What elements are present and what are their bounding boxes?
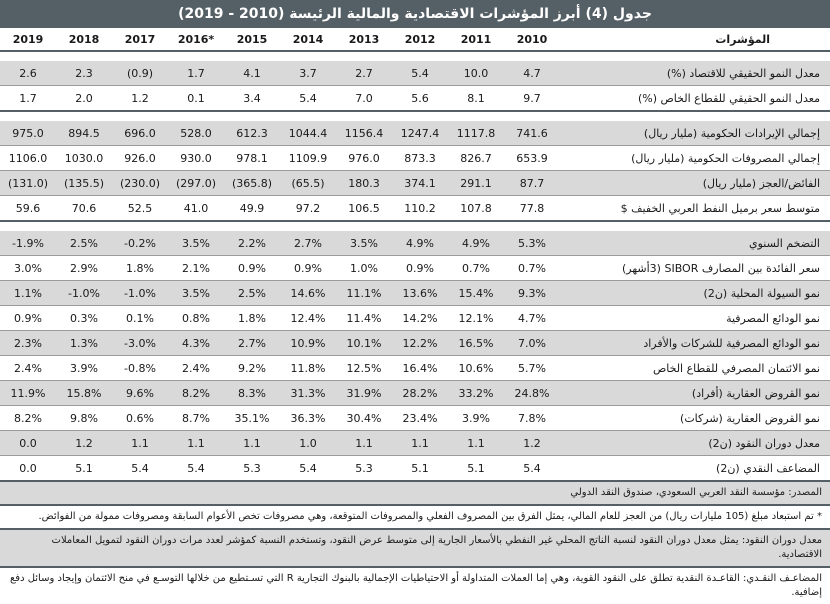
value-cell: 2.0 bbox=[56, 86, 112, 112]
section-separator bbox=[0, 221, 830, 231]
value-cell: -0.2% bbox=[112, 231, 168, 256]
value-cell: 3.7 bbox=[280, 61, 336, 86]
value-cell: 5.4 bbox=[504, 456, 560, 481]
value-cell: 3.9% bbox=[448, 406, 504, 431]
value-cell: 0.9% bbox=[224, 256, 280, 281]
value-cell: 1247.4 bbox=[392, 121, 448, 146]
value-cell: 12.4% bbox=[280, 306, 336, 331]
value-cell: 1.2 bbox=[504, 431, 560, 456]
value-cell: (0.9) bbox=[112, 61, 168, 86]
value-cell: 612.3 bbox=[224, 121, 280, 146]
value-cell: 975.0 bbox=[0, 121, 56, 146]
value-cell: -3.0% bbox=[112, 331, 168, 356]
indicator-label: نمو الودائع المصرفية للشركات والأفراد bbox=[560, 331, 830, 356]
value-cell: 1.7 bbox=[0, 86, 56, 112]
value-cell: 28.2% bbox=[392, 381, 448, 406]
value-cell: 4.1 bbox=[224, 61, 280, 86]
value-cell: 741.6 bbox=[504, 121, 560, 146]
value-cell: -1.9% bbox=[0, 231, 56, 256]
year-header: 2014 bbox=[280, 28, 336, 51]
year-header: 2015 bbox=[224, 28, 280, 51]
value-cell: 1.2 bbox=[56, 431, 112, 456]
value-cell: 1.1% bbox=[0, 281, 56, 306]
indicator-label: إجمالي الإيرادات الحكومية (مليار ريال) bbox=[560, 121, 830, 146]
value-cell: 14.6% bbox=[280, 281, 336, 306]
value-cell: 5.6 bbox=[392, 86, 448, 112]
value-cell: 2.9% bbox=[56, 256, 112, 281]
value-cell: 4.3% bbox=[168, 331, 224, 356]
year-header: 2012 bbox=[392, 28, 448, 51]
value-cell: (65.5) bbox=[280, 171, 336, 196]
value-cell: 15.8% bbox=[56, 381, 112, 406]
value-cell: 2.7 bbox=[336, 61, 392, 86]
value-cell: 528.0 bbox=[168, 121, 224, 146]
indicator-label: نمو القروض العقارية (شركات) bbox=[560, 406, 830, 431]
value-cell: 4.7 bbox=[504, 61, 560, 86]
value-cell: 16.5% bbox=[448, 331, 504, 356]
value-cell: 2.1% bbox=[168, 256, 224, 281]
indicator-row bbox=[0, 196, 830, 222]
value-cell: 10.0 bbox=[448, 61, 504, 86]
value-cell: 9.6% bbox=[112, 381, 168, 406]
value-cell: -1.0% bbox=[112, 281, 168, 306]
value-cell: 2.5% bbox=[224, 281, 280, 306]
value-cell: 4.7% bbox=[504, 306, 560, 331]
source-note: المصدر: مؤسسة النقد العربي السعودي، صندوق النقد الدولي bbox=[0, 480, 830, 504]
value-cell: 0.0 bbox=[0, 431, 56, 456]
value-cell: (297.0) bbox=[168, 171, 224, 196]
value-cell: 97.2 bbox=[280, 196, 336, 222]
indicator-label: معدل النمو الحقيقي للقطاع الخاص (%) bbox=[560, 86, 830, 112]
value-cell: 11.1% bbox=[336, 281, 392, 306]
indicator-row bbox=[0, 231, 830, 256]
value-cell: 5.4 bbox=[280, 456, 336, 481]
value-cell: 14.2% bbox=[392, 306, 448, 331]
value-cell: 2.4% bbox=[168, 356, 224, 381]
indicator-row bbox=[0, 431, 830, 456]
indicator-row bbox=[0, 171, 830, 196]
value-cell: 16.4% bbox=[392, 356, 448, 381]
value-cell: 110.2 bbox=[392, 196, 448, 222]
value-cell: 696.0 bbox=[112, 121, 168, 146]
value-cell: 1106.0 bbox=[0, 146, 56, 171]
value-cell: 1.1 bbox=[392, 431, 448, 456]
value-cell: 23.4% bbox=[392, 406, 448, 431]
table-footer bbox=[0, 480, 830, 604]
value-cell: 35.1% bbox=[224, 406, 280, 431]
indicator-row bbox=[0, 456, 830, 481]
value-cell: -1.0% bbox=[56, 281, 112, 306]
value-cell: 5.1 bbox=[392, 456, 448, 481]
indicator-row bbox=[0, 306, 830, 331]
indicator-row bbox=[0, 281, 830, 306]
value-cell: 41.0 bbox=[168, 196, 224, 222]
indicator-label: نمو القروض العقارية (أفراد) bbox=[560, 381, 830, 406]
value-cell: 0.0 bbox=[0, 456, 56, 481]
value-cell: 0.3% bbox=[56, 306, 112, 331]
indicator-label: معدل النمو الحقيقي للاقتصاد (%) bbox=[560, 61, 830, 86]
section-separator bbox=[0, 51, 830, 61]
value-cell: 15.4% bbox=[448, 281, 504, 306]
value-cell: 10.1% bbox=[336, 331, 392, 356]
indicator-row bbox=[0, 331, 830, 356]
indicator-label: نمو السيولة المحلية (ن2) bbox=[560, 281, 830, 306]
header-row bbox=[0, 28, 830, 51]
value-cell: 374.1 bbox=[392, 171, 448, 196]
value-cell: 11.8% bbox=[280, 356, 336, 381]
year-header: 2011 bbox=[448, 28, 504, 51]
value-cell: 0.7% bbox=[504, 256, 560, 281]
value-cell: 8.2% bbox=[168, 381, 224, 406]
year-header: 2017 bbox=[112, 28, 168, 51]
value-cell: 33.2% bbox=[448, 381, 504, 406]
value-cell: 2.6 bbox=[0, 61, 56, 86]
indicator-row bbox=[0, 146, 830, 171]
year-header: 2018 bbox=[56, 28, 112, 51]
value-cell: 77.8 bbox=[504, 196, 560, 222]
indicator-row bbox=[0, 406, 830, 431]
value-cell: 3.9% bbox=[56, 356, 112, 381]
value-cell: 3.4 bbox=[224, 86, 280, 112]
value-cell: 4.9% bbox=[448, 231, 504, 256]
value-cell: 8.2% bbox=[0, 406, 56, 431]
value-cell: 0.1% bbox=[112, 306, 168, 331]
value-cell: 5.4 bbox=[392, 61, 448, 86]
indicator-row bbox=[0, 381, 830, 406]
value-cell: 976.0 bbox=[336, 146, 392, 171]
deficit-footnote: * تم استبعاد مبلغ (105 مليارات ريال) من العجز للعام المالي، يمثل الفرق بين المصروف الفعلي والمصروفات المتوقعة، وهي مصروفات تخص الأعوام السابقة ومصروفات ممولة من الفوائض. bbox=[0, 504, 830, 528]
indicator-label: معدل دوران النقود (ن2) bbox=[560, 431, 830, 456]
indicator-label: سعر الفائدة بين المصارف SIBOR (3أشهر) bbox=[560, 256, 830, 281]
value-cell: 24.8% bbox=[504, 381, 560, 406]
value-cell: 31.3% bbox=[280, 381, 336, 406]
value-cell: 930.0 bbox=[168, 146, 224, 171]
value-cell: -0.8% bbox=[112, 356, 168, 381]
value-cell: 1044.4 bbox=[280, 121, 336, 146]
value-cell: 826.7 bbox=[448, 146, 504, 171]
value-cell: 9.7 bbox=[504, 86, 560, 112]
value-cell: 894.5 bbox=[56, 121, 112, 146]
value-cell: 49.9 bbox=[224, 196, 280, 222]
value-cell: 5.3 bbox=[336, 456, 392, 481]
value-cell: 1156.4 bbox=[336, 121, 392, 146]
value-cell: 5.3 bbox=[224, 456, 280, 481]
value-cell: 5.4 bbox=[168, 456, 224, 481]
value-cell: 12.5% bbox=[336, 356, 392, 381]
value-cell: 13.6% bbox=[392, 281, 448, 306]
value-cell: 873.3 bbox=[392, 146, 448, 171]
indicators-table bbox=[0, 28, 830, 480]
value-cell: 653.9 bbox=[504, 146, 560, 171]
value-cell: 70.6 bbox=[56, 196, 112, 222]
value-cell: 1.1 bbox=[224, 431, 280, 456]
value-cell: 5.7% bbox=[504, 356, 560, 381]
value-cell: 2.3 bbox=[56, 61, 112, 86]
value-cell: 87.7 bbox=[504, 171, 560, 196]
indicator-row bbox=[0, 256, 830, 281]
value-cell: 2.7% bbox=[280, 231, 336, 256]
value-cell: 1.2 bbox=[112, 86, 168, 112]
section-separator bbox=[0, 111, 830, 121]
indicator-row bbox=[0, 121, 830, 146]
value-cell: 2.3% bbox=[0, 331, 56, 356]
value-cell: 31.9% bbox=[336, 381, 392, 406]
value-cell: 180.3 bbox=[336, 171, 392, 196]
value-cell: 36.3% bbox=[280, 406, 336, 431]
value-cell: 3.5% bbox=[168, 281, 224, 306]
value-cell: 59.6 bbox=[0, 196, 56, 222]
value-cell: 2.4% bbox=[0, 356, 56, 381]
value-cell: 1.1 bbox=[112, 431, 168, 456]
value-cell: 0.9% bbox=[392, 256, 448, 281]
value-cell: 5.1 bbox=[448, 456, 504, 481]
indicator-row bbox=[0, 356, 830, 381]
value-cell: 8.3% bbox=[224, 381, 280, 406]
value-cell: 9.8% bbox=[56, 406, 112, 431]
value-cell: (230.0) bbox=[112, 171, 168, 196]
value-cell: 1.0 bbox=[280, 431, 336, 456]
value-cell: 926.0 bbox=[112, 146, 168, 171]
value-cell: 2.2% bbox=[224, 231, 280, 256]
value-cell: 10.9% bbox=[280, 331, 336, 356]
value-cell: 106.5 bbox=[336, 196, 392, 222]
value-cell: 1.0% bbox=[336, 256, 392, 281]
year-header: 2019 bbox=[0, 28, 56, 51]
value-cell: 1109.9 bbox=[280, 146, 336, 171]
value-cell: 1.3% bbox=[56, 331, 112, 356]
value-cell: (131.0) bbox=[0, 171, 56, 196]
indicator-label: الفائض/العجز (مليار ريال) bbox=[560, 171, 830, 196]
value-cell: (365.8) bbox=[224, 171, 280, 196]
value-cell: 5.4 bbox=[280, 86, 336, 112]
year-header: 2013 bbox=[336, 28, 392, 51]
indicator-label: المضاعف النقدي (ن2) bbox=[560, 456, 830, 481]
value-cell: 291.1 bbox=[448, 171, 504, 196]
value-cell: 0.9% bbox=[280, 256, 336, 281]
value-cell: 30.4% bbox=[336, 406, 392, 431]
multiplier-footnote: المضاعـف النقـدي: القاعـدة النقدية تطلق على النقود القوية، وهي إما العملات المتداولة أو الاحتياطيات الإجمالية بالبنوك التجارية R التي تسـتطيع من خلالها التوسـع في منح الائتمان وإيجاد وسائل دفع إضافية. bbox=[0, 566, 830, 604]
value-cell: 8.7% bbox=[168, 406, 224, 431]
value-cell: 107.8 bbox=[448, 196, 504, 222]
value-cell: 0.6% bbox=[112, 406, 168, 431]
indicator-label: إجمالي المصروفات الحكومية (مليار ريال) bbox=[560, 146, 830, 171]
value-cell: 1.1 bbox=[336, 431, 392, 456]
value-cell: 1.1 bbox=[448, 431, 504, 456]
value-cell: 9.3% bbox=[504, 281, 560, 306]
table-title: جدول (4) أبرز المؤشرات الاقتصادية والمالية الرئيسة (2010 - 2019) bbox=[0, 0, 830, 28]
value-cell: 2.5% bbox=[56, 231, 112, 256]
value-cell: 3.5% bbox=[168, 231, 224, 256]
value-cell: 2.7% bbox=[224, 331, 280, 356]
value-cell: 5.4 bbox=[112, 456, 168, 481]
indicator-row bbox=[0, 61, 830, 86]
value-cell: 4.9% bbox=[392, 231, 448, 256]
value-cell: 12.2% bbox=[392, 331, 448, 356]
value-cell: 1.1 bbox=[168, 431, 224, 456]
value-cell: 7.8% bbox=[504, 406, 560, 431]
value-cell: 0.1 bbox=[168, 86, 224, 112]
value-cell: 1.7 bbox=[168, 61, 224, 86]
year-header: 2016* bbox=[168, 28, 224, 51]
value-cell: 8.1 bbox=[448, 86, 504, 112]
value-cell: 1030.0 bbox=[56, 146, 112, 171]
value-cell: 11.9% bbox=[0, 381, 56, 406]
indicator-row bbox=[0, 86, 830, 112]
value-cell: 12.1% bbox=[448, 306, 504, 331]
value-cell: 1.8% bbox=[112, 256, 168, 281]
year-header: 2010 bbox=[504, 28, 560, 51]
value-cell: (135.5) bbox=[56, 171, 112, 196]
indicator-label: نمو الائتمان المصرفي للقطاع الخاص bbox=[560, 356, 830, 381]
value-cell: 0.7% bbox=[448, 256, 504, 281]
velocity-footnote: معدل دوران النقود: يمثل معدل دوران النقود لنسبة الناتج المحلي غير النفطي بالأسعار الجارية إلى متوسط عرض النقود، وتستخدم النسبة كمؤشر لعدد مرات دوران النقود لتمويل المعاملات الاقتصادية. bbox=[0, 528, 830, 566]
indicator-label: متوسط سعر برميل النفط العربي الخفيف $ bbox=[560, 196, 830, 222]
value-cell: 11.4% bbox=[336, 306, 392, 331]
value-cell: 7.0% bbox=[504, 331, 560, 356]
indicator-label: نمو الودائع المصرفية bbox=[560, 306, 830, 331]
value-cell: 3.5% bbox=[336, 231, 392, 256]
value-cell: 9.2% bbox=[224, 356, 280, 381]
value-cell: 0.8% bbox=[168, 306, 224, 331]
value-cell: 978.1 bbox=[224, 146, 280, 171]
indicator-label: التضخم السنوي bbox=[560, 231, 830, 256]
value-cell: 7.0 bbox=[336, 86, 392, 112]
value-cell: 1117.8 bbox=[448, 121, 504, 146]
value-cell: 10.6% bbox=[448, 356, 504, 381]
table-body bbox=[0, 28, 830, 480]
value-cell: 52.5 bbox=[112, 196, 168, 222]
value-cell: 0.9% bbox=[0, 306, 56, 331]
value-cell: 5.1 bbox=[56, 456, 112, 481]
value-cell: 5.3% bbox=[504, 231, 560, 256]
value-cell: 3.0% bbox=[0, 256, 56, 281]
value-cell: 1.8% bbox=[224, 306, 280, 331]
indicator-header: المؤشرات bbox=[560, 28, 830, 51]
